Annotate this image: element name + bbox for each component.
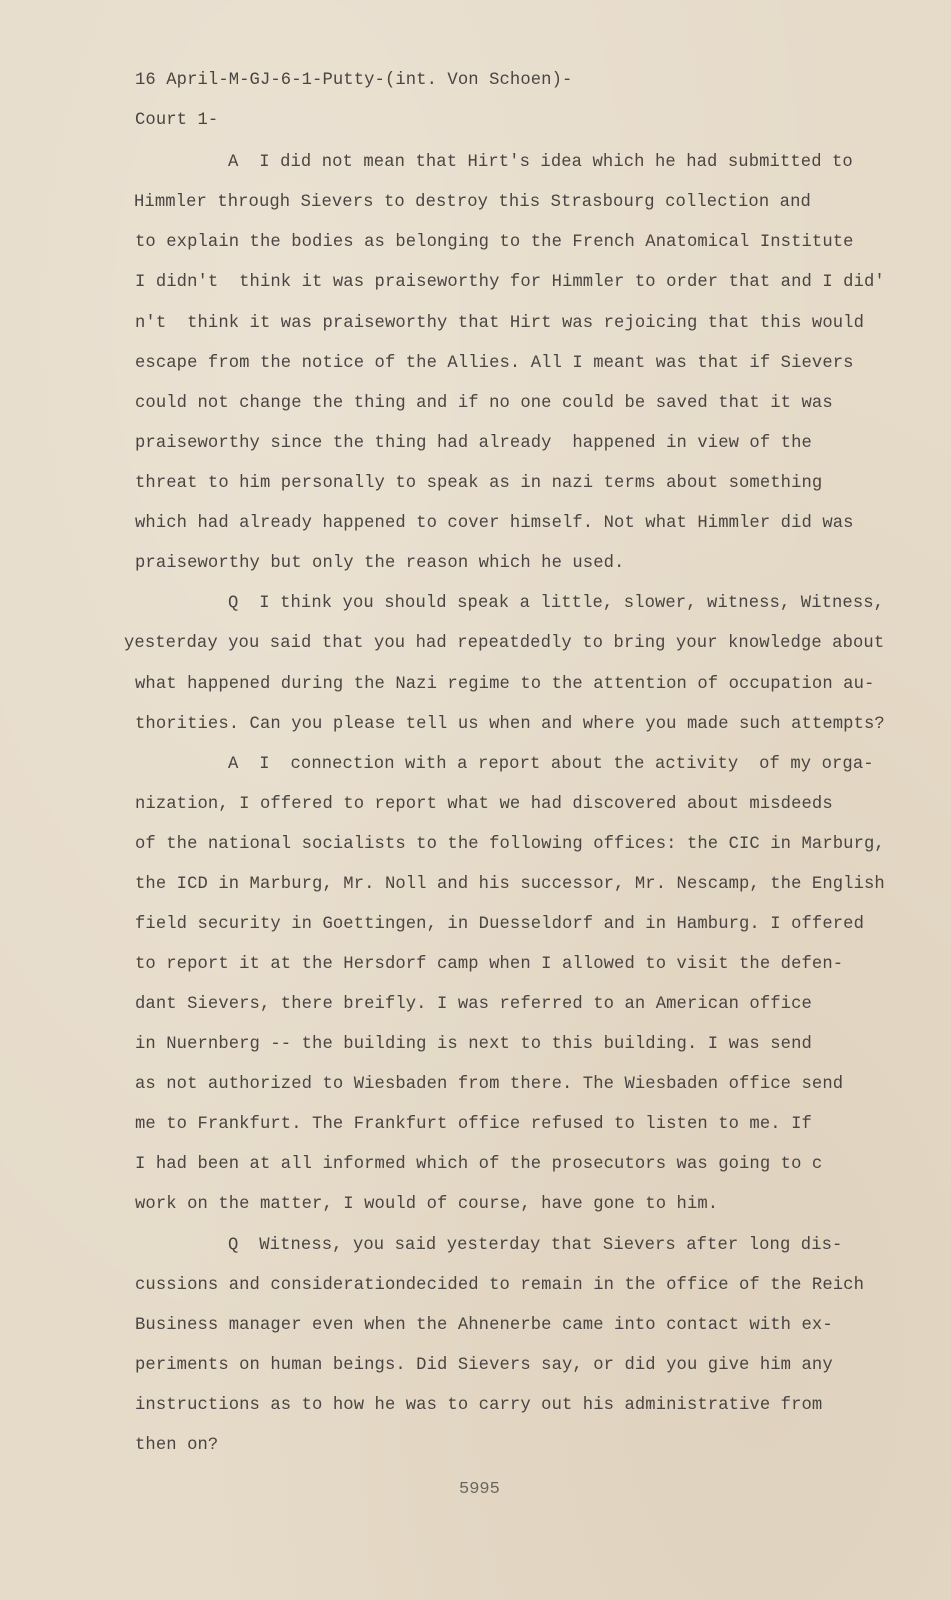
transcript-line: to report it at the Hersdorf camp when I allowed to visit the defen-	[135, 955, 844, 974]
transcript-line: threat to him personally to speak as in nazi terms about something	[135, 474, 823, 493]
transcript-line: Himmler through Sievers to destroy this Strasbourg collection and	[134, 193, 811, 212]
transcript-line: as not authorized to Wiesbaden from there. The Wiesbaden office send	[135, 1075, 844, 1094]
transcript-line: Q Witness, you said yesterday that Sievers after long dis-	[228, 1236, 843, 1255]
transcript-line: I didn't think it was praiseworthy for Himmler to order that and I did'	[135, 273, 885, 292]
transcript-line: n't think it was praiseworthy that Hirt was rejoicing that this would	[135, 314, 864, 333]
transcript-line: me to Frankfurt. The Frankfurt office refused to listen to me. If	[135, 1115, 812, 1134]
transcript-line: in Nuernberg -- the building is next to this building. I was send	[135, 1035, 812, 1054]
transcript-line: the ICD in Marburg, Mr. Noll and his successor, Mr. Nescamp, the English	[135, 875, 885, 894]
transcript-line: yesterday you said that you had repeatdedly to bring your knowledge about	[124, 634, 885, 653]
page-number: 5995	[459, 1480, 500, 1499]
transcript-line: instructions as to how he was to carry out his administrative from	[135, 1396, 823, 1415]
document-caption: 16 April-M-GJ-6-1-Putty-(int. Von Schoen)-	[135, 71, 573, 90]
transcript-line: praiseworthy but only the reason which he used.	[135, 554, 625, 573]
transcript-line: work on the matter, I would of course, have gone to him.	[135, 1195, 719, 1214]
transcript-line: I had been at all informed which of the prosecutors was going to c	[135, 1155, 823, 1174]
transcript-line: of the national socialists to the following offices: the CIC in Marburg,	[135, 835, 885, 854]
transcript-line: what happened during the Nazi regime to the attention of occupation au-	[135, 675, 875, 694]
transcript-line: could not change the thing and if no one could be saved that it was	[135, 394, 833, 413]
transcript-line: nization, I offered to report what we had discovered about misdeeds	[135, 795, 833, 814]
transcript-line: Q I think you should speak a little, slower, witness, Witness,	[228, 594, 885, 613]
transcript-line: dant Sievers, there breifly. I was referred to an American office	[135, 995, 812, 1014]
transcript-line: Business manager even when the Ahnenerbe came into contact with ex-	[135, 1316, 833, 1335]
court-designation: Court 1-	[135, 111, 219, 130]
transcript-line: escape from the notice of the Allies. All I meant was that if Sievers	[135, 354, 854, 373]
transcript-line: A I did not mean that Hirt's idea which he had submitted to	[228, 153, 853, 172]
transcript-line: field security in Goettingen, in Duesseldorf and in Hamburg. I offered	[135, 915, 864, 934]
transcript-line: praiseworthy since the thing had already happened in view of the	[135, 434, 812, 453]
transcript-line: A I connection with a report about the activity of my orga-	[228, 755, 874, 774]
transcript-line: which had already happened to cover himself. Not what Himmler did was	[135, 514, 854, 533]
transcript-line: cussions and considerationdecided to remain in the office of the Reich	[135, 1276, 864, 1295]
transcript-line: to explain the bodies as belonging to the French Anatomical Institute	[135, 233, 854, 252]
transcript-line: thorities. Can you please tell us when and where you made such attempts?	[135, 715, 885, 734]
transcript-line: periments on human beings. Did Sievers say, or did you give him any	[135, 1356, 833, 1375]
transcript-line: then on?	[135, 1436, 219, 1455]
